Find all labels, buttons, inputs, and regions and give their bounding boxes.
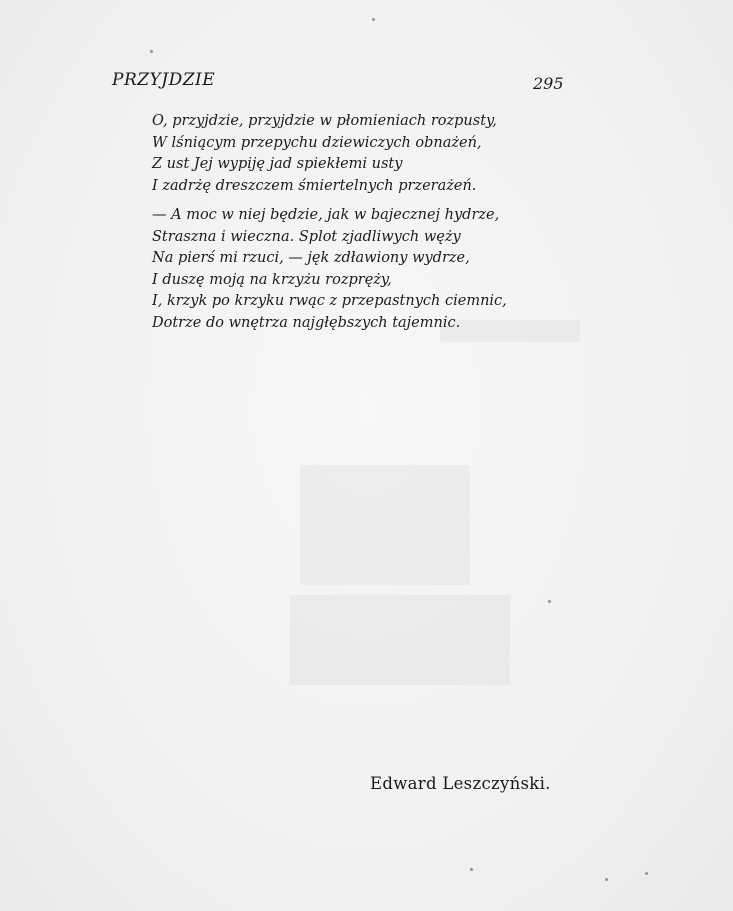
- poem-line: W lśniącym przepychu dziewiczych obnażeń,: [152, 134, 482, 151]
- running-title: PRZYJDZIE: [112, 70, 216, 90]
- poem-line: — A moc w niej będzie, jak w bajecznej hydrze,: [152, 207, 500, 223]
- poem-line: O, przyjdzie, przyjdzie w płomieniach rozpusty,: [152, 113, 497, 129]
- poem-line: I zadrżę dreszczem śmiertelnych przerażeń.: [152, 177, 477, 194]
- poem-stanza: [152, 111, 497, 197]
- author-signature: Edward Leszczyński.: [370, 774, 551, 793]
- page-number: 295: [533, 74, 564, 93]
- bleed-through-block: [300, 465, 470, 585]
- bleed-through-block: [290, 595, 510, 685]
- paper-speck: [150, 50, 153, 53]
- poem-line: I duszę moją na krzyżu rozpręży,: [152, 271, 392, 288]
- paper-speck: [372, 18, 375, 21]
- paper-speck: [645, 872, 648, 875]
- paper-speck: [605, 878, 608, 881]
- poem-line: Straszna i wieczna. Splot zjadliwych węży: [152, 228, 461, 245]
- poem-line: Dotrze do wnętrza najgłębszych tajemnic.: [152, 314, 461, 331]
- poem-line: I, krzyk po krzyku rwąc z przepastnych ciemnic,: [152, 293, 507, 309]
- paper-speck: [470, 868, 473, 871]
- poem-line: Na pierś mi rzuci, — jęk zdławiony wydrze,: [152, 250, 470, 266]
- poem-line: Z ust Jej wypiję jad spiekłemi usty: [152, 156, 403, 172]
- paper-speck: [548, 600, 551, 603]
- poem-stanza: [152, 205, 507, 334]
